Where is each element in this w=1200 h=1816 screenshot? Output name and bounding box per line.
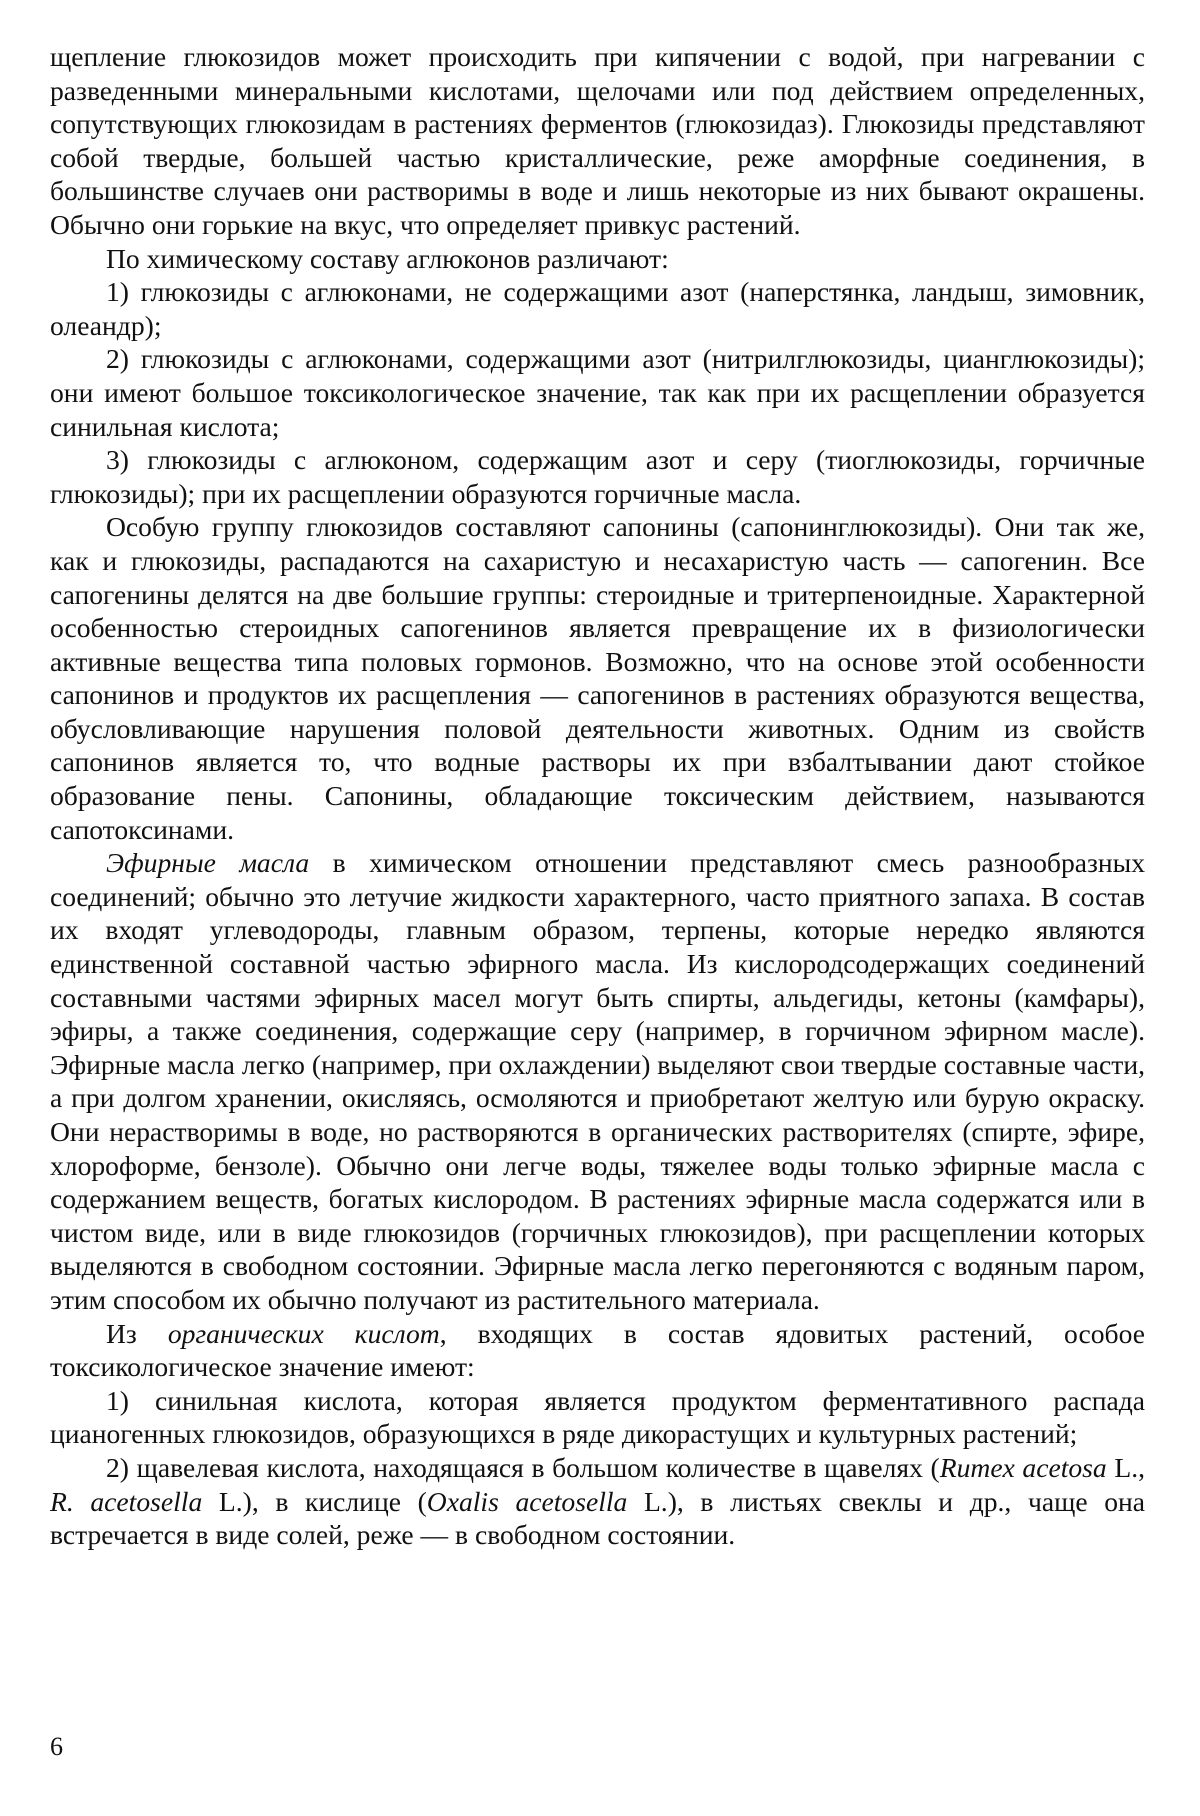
list-item-3: 3) глюкозиды с аглюконом, содержащим азот и серу (тиоглюкозиды, горчичные глюкозиды); при их расщеплении образуются горчичные масла.: [50, 444, 1145, 509]
oxalic-text-c: L.), в кислице (: [202, 1485, 427, 1517]
oxalic-text-a: 2) щавелевая кислота, находящаяся в большом количестве в щавелях (: [106, 1451, 940, 1483]
paragraph-organic-acids: [50, 1317, 1145, 1384]
oxalic-text-b: L.,: [1106, 1451, 1146, 1483]
term-organic-acids: органических кислот: [167, 1317, 440, 1349]
list-item-1: 1) глюкозиды с аглюконами, не содержащими азот (наперстянка, ландыш, зимовник, олеандр);: [50, 276, 1145, 341]
latin-r-acetosella: R. acetosella: [50, 1485, 203, 1517]
paragraph-saponins: Особую группу глюкозидов составляют сапонины (сапонинглюкозиды). Они так же, как и глюкозиды, распадаются на сахаристую и несахаристую часть — сапогенин. Все сапогенины делятся на две большие группы: стероидные и тритерпеноидные. Характерной особенностью стероидных сапогенинов является превращение их в физиологически активные вещества типа половых гормонов. Возможно, что на основе этой особенности сапонинов и продуктов их расщепления — сапогенинов в растениях образуются вещества, обусловливающие нарушения половой деятельности животных. Одним из свойств сапонинов является то, что водные растворы их при взбалтывании дают стойкое образование пены. Сапонины, обладающие токсическим действием, называются сапотоксинами.: [50, 511, 1145, 845]
document-page: [50, 40, 1145, 1780]
acid-list-item-2: [50, 1451, 1145, 1552]
essential-oils-text: в химическом отношении представляют смесь разнообразных соединений; обычно это летучие жидкости характерного, часто приятного запаха. В состав их входят углеводороды, главным образом, терпены, которые нередко являются единственной составной частью эфирного масла. Из кислородсодержащих соединений составными частями эфирных масел могут быть спирты, альдегиды, кетоны (камфары), эфиры, а также соединения, содержащие серу (например, в горчичном эфирном масле). Эфирные масла легко (например, при охлаждении) выделяют свои твердые составные части, а при долгом хранении, окисляясь, осмоляются и приобретают желтую или бурую окраску. Они нерастворимы в воде, но растворяются в органических растворителях (спирте, эфире, хлороформе, бензоле). Обычно они легче воды, тяжелее воды только эфирные масла с содержанием веществ, богатых кислородом. В растениях эфирные масла содержатся или в чистом виде, или в виде глюкозидов (горчичных глюкозидов), при расщеплении которых выделяются в свободном состоянии. Эфирные масла легко перегоняются с водяным паром, этим способом их обычно получают из растительного материала.: [50, 847, 1145, 1315]
paragraph-essential-oils: [50, 846, 1145, 1316]
oxalic-text-d: L.), в листьях свеклы и др., чаще она встречается в виде солей, реже — в свободном состоянии.: [50, 1485, 1146, 1551]
term-essential-oils: Эфирные масла: [106, 847, 310, 879]
paragraph-glucoside-splitting: щепление глюкозидов может происходить при кипячении с водой, при нагревании с разведенными минеральными кислотами, щелочами или под действием определенных, сопутствующих глюкозидам в растениях ферментов (глюкозидаз). Глюкозиды представляют собой твердые, большей частью кристаллические, реже аморфные соединения, в большинстве случаев они растворимы в воде и лишь некоторые из них бывают окрашены. Обычно они горькие на вкус, что определяет привкус растений.: [50, 41, 1145, 240]
page-number: 6: [50, 1732, 63, 1761]
organic-acids-text: , входящих в состав ядовитых растений, особое токсикологическое значение имеют:: [50, 1317, 1145, 1383]
latin-oxalis-acetosella: Oxalis acetosella: [426, 1485, 628, 1517]
organic-acids-start: Из: [106, 1317, 168, 1349]
acid-list-item-1: 1) синильная кислота, которая является продуктом ферментативного распада цианогенных глюкозидов, образующихся в ряде дикорастущих и культурных растений;: [50, 1384, 1145, 1450]
paragraph-aglycone-intro: По химическому составу аглюконов различают:: [106, 242, 669, 274]
list-item-2: 2) глюкозиды с аглюконами, содержащими азот (нитрилглюкозиды, цианглюкозиды); они имеют большое токсикологическое значение, так как при их расщеплении образуется синильная кислота;: [50, 343, 1145, 442]
latin-rumex-acetosa: Rumex acetosa: [939, 1451, 1107, 1483]
